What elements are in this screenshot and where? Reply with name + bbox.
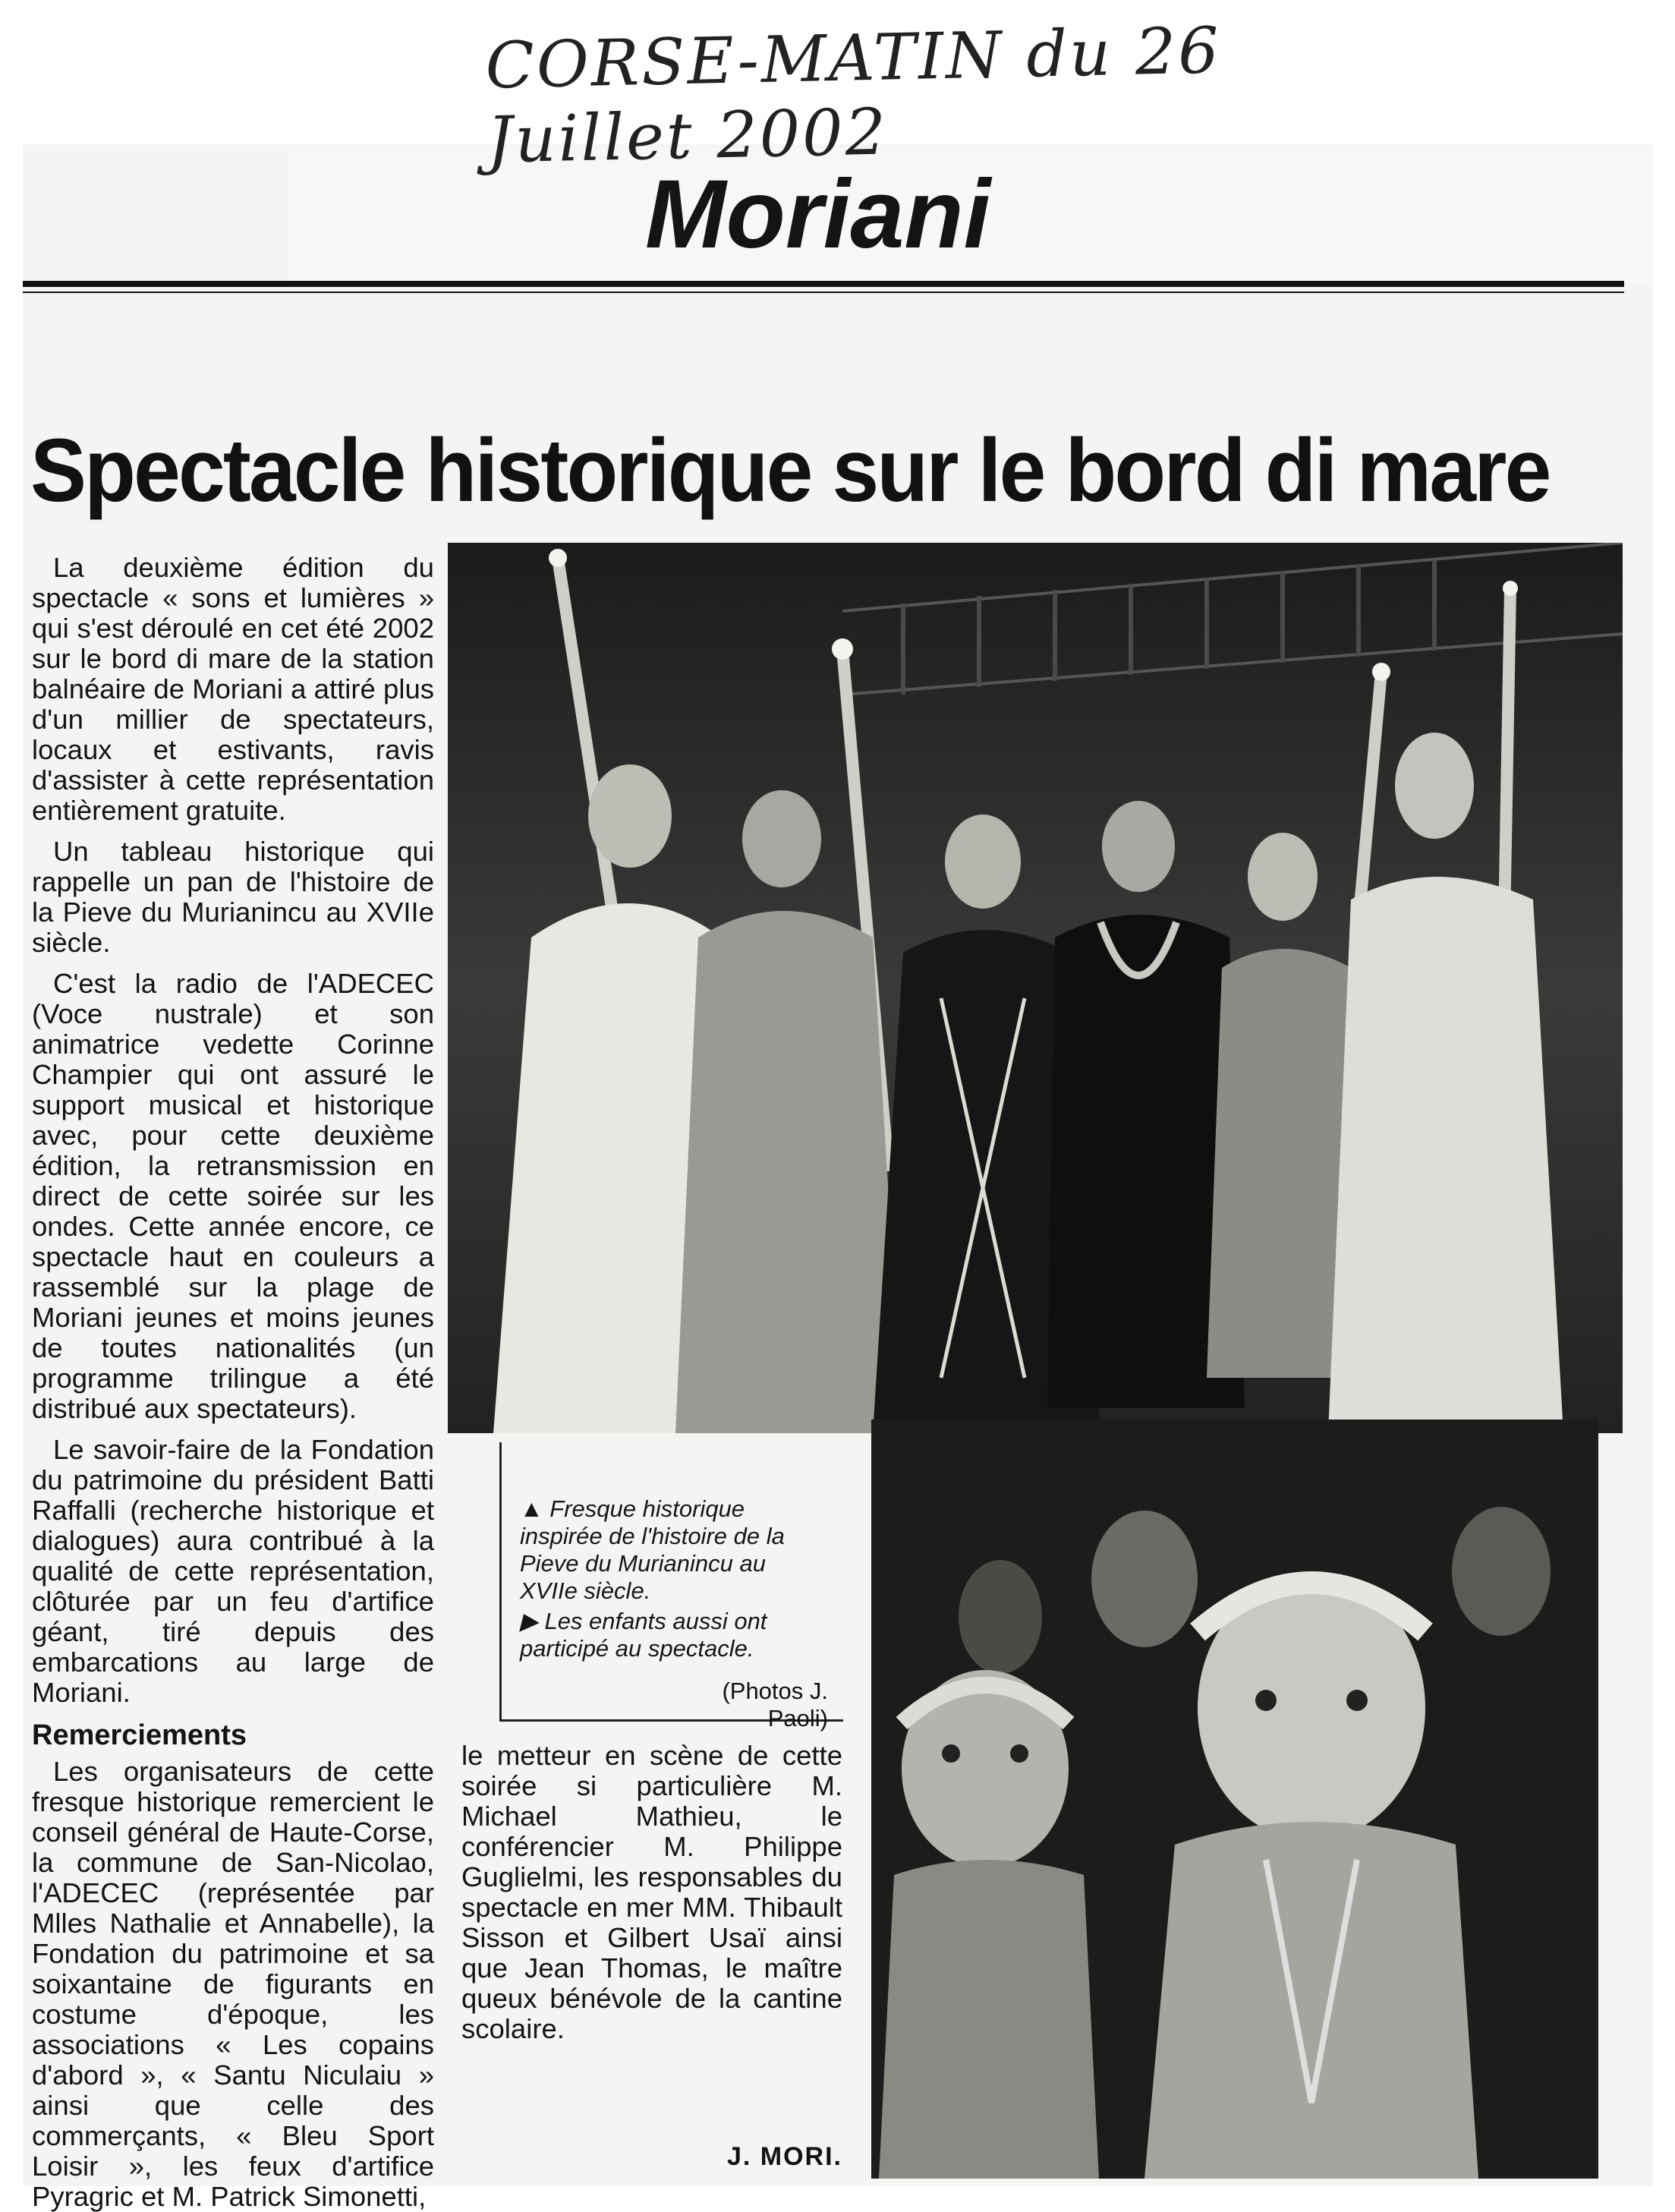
paragraph-3: C'est la radio de l'ADECEC (Voce nustrale) et son animatrice vedette Corinne Champier qui ont assuré le support musical et historique avec, pour cette deuxième édition, la retransmission en direct de cette soirée sur les ondes. Cette année encore, ce spectacle haut en couleurs a rassemblé sur la plage de Moriani jeunes et moins jeunes de toutes nationalités (un programme trilingue a été distribué aux spectateurs).: [32, 968, 434, 1424]
handwritten-source-note: CORSE-MATIN du 26 Juillet 2002: [484, 13, 1222, 178]
photo-costumed-procession: [448, 543, 1623, 1433]
caption-box: [499, 1442, 843, 1731]
paragraph-continuation: le metteur en scène de cette soirée si particulière M. Michael Mathieu, le conférencier M. Philippe Guglielmi, les responsables du spectacle en mer MM. Thibault Sisson et Gilbert Usaï ainsi que Jean Thomas, le maître queux bénévole de la cantine scolaire.: [461, 1740, 842, 2044]
photo-children-costumes: [871, 1420, 1598, 2179]
photo-procession-illustration: [448, 543, 1623, 1433]
article-column-1: [32, 552, 434, 2212]
header-rule-thin: [23, 291, 1624, 293]
author-signature: J. MORI.: [726, 2142, 842, 2171]
photo-credit: (Photos J. Paoli): [722, 1678, 828, 1731]
header-rule-thick: [23, 281, 1624, 287]
caption-photo-1: ▲ Fresque historique inspirée de l'histoire de la Pieve du Murianincu au XVIIe siècle.: [520, 1495, 785, 1604]
caption-photo-2: ▶ Les enfants aussi ont participé au spectacle.: [520, 1608, 767, 1662]
photo-children-illustration: [871, 1420, 1598, 2179]
paragraph-5: Les organisateurs de cette fresque historique remercient le conseil général de Haute-Corse, la commune de San-Nicolao, l'ADECEC (représentée par Mlles Nathalie et Annabelle), la Fondation du patrimoine et sa soixantaine de figurants en costume d'époque, les associations « Les copains d'abord », « Santu Niculaiu » ainsi que celle des commerçants, « Bleu Sport Loisir », les feux d'artifice Pyragric et M. Patrick Simonetti,: [32, 1756, 434, 2212]
article-column-2-continuation: [461, 1741, 842, 2120]
paragraph-2: Un tableau historique qui rappelle un pan de l'histoire de la Pieve du Murianincu au XVIIe siècle.: [32, 836, 434, 958]
subheading-remerciements: Remerciements: [32, 1719, 247, 1751]
section-title: Moriani: [645, 160, 991, 269]
headline: Spectacle historique sur le bord di mare: [30, 421, 1550, 521]
paragraph-1: La deuxième édition du spectacle « sons et lumières » qui s'est déroulé en cet été 2002 sur le bord di mare de la station balnéaire de Moriani a attiré plus d'un millier de spectateurs, locaux et estivants, ravis d'assister à cette représentation entièrement gratuite.: [32, 552, 434, 826]
paragraph-4: Le savoir-faire de la Fondation du patrimoine du président Batti Raffalli (recherche historique et dialogues) aura contribué à la qualité de cette représentation, clôturée par un feu d'artifice géant, tiré depuis des embarcations au large de Moriani.: [32, 1434, 434, 1708]
